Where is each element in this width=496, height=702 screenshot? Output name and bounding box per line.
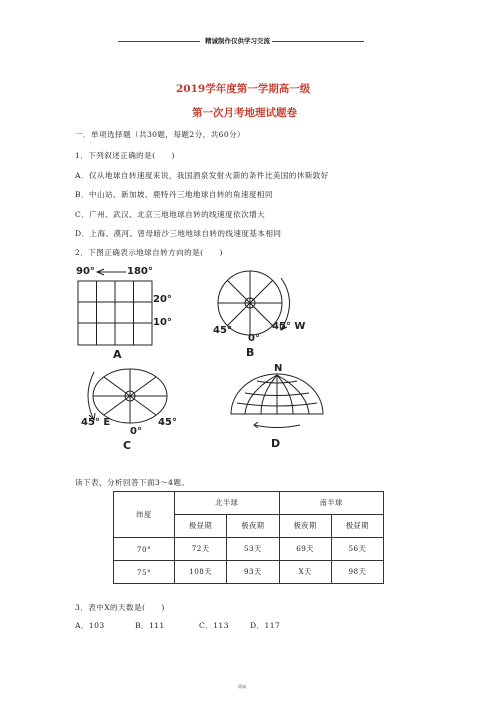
- question-1-stem: 1．下列叙述正确的是( ): [75, 151, 175, 160]
- title-line-1: 2019学年度第一学期高一级: [176, 83, 311, 95]
- daylight-table: [113, 491, 384, 584]
- question-1-option-d: D．上海、漠河、曾母暗沙三地地球自转的线速度基本相同: [75, 229, 282, 238]
- table-cell: 69天: [279, 538, 331, 561]
- figure-c-label-45e: 45° E: [81, 417, 111, 428]
- figure-b-label-0: 0°: [248, 333, 260, 344]
- table-cell: 108天: [175, 561, 227, 584]
- question-3-option-d: D．117: [250, 621, 281, 630]
- table-corner-latitude: 纬度: [114, 492, 175, 538]
- question-1-option-b: B．中山站、新加坡、鹿特丹三地地球自转的角速度相同: [75, 190, 273, 199]
- figure-c-caption: C: [123, 439, 132, 452]
- figure-d-label-n: N: [274, 363, 283, 374]
- table-subheader: 极夜期: [279, 515, 331, 538]
- figure-c-label-45-right: 45°: [158, 417, 177, 428]
- figure-a-caption: A: [113, 348, 122, 361]
- table-subheader: 极昼期: [175, 515, 227, 538]
- table-cell-latitude: 70°: [114, 538, 175, 561]
- figure-a-label-90: 90°: [76, 266, 95, 277]
- table-row: [114, 561, 384, 584]
- question-3-option-c: C．113: [199, 621, 229, 630]
- title-line-2: 第一次月考地理试题卷: [192, 107, 297, 119]
- figure-a-label-180: 180°: [127, 266, 153, 277]
- page-footer: 精诚: [238, 684, 246, 689]
- figure-a-label-20: 20°: [153, 294, 172, 305]
- table-cell: 53天: [227, 538, 279, 561]
- question-3-stem: 3．表中X的天数是( ): [75, 603, 165, 612]
- table-header-south: 南半球: [279, 492, 384, 515]
- table-cell: 72天: [175, 538, 227, 561]
- question-2-stem: 2．下图正确表示地球自转方向的是( ): [75, 248, 223, 257]
- figure-d-hemisphere: [227, 372, 327, 432]
- figure-b-label-45-left: 45°: [213, 325, 232, 336]
- table-subheader: 极夜期: [227, 515, 279, 538]
- figure-b-caption: B: [246, 346, 255, 359]
- question-3-option-b: B．111: [135, 621, 165, 630]
- figure-c-label-0: 0°: [130, 426, 142, 437]
- figure-d-caption: D: [271, 437, 281, 450]
- figure-a-label-10: 10°: [153, 317, 172, 328]
- table-cell-latitude: 75°: [114, 561, 175, 584]
- table-intro: 读下表，分析回答下面3～4题。: [75, 478, 190, 487]
- question-1-option-a: A．仅从地球自转速度来说，我国酒泉发射火箭的条件比美国的休斯敦好: [75, 171, 329, 180]
- table-cell: X天: [279, 561, 331, 584]
- header-text: 精诚制作仅供学习交流: [205, 37, 270, 45]
- figure-a-grid: [75, 263, 205, 363]
- table-subheader: 极昼期: [331, 515, 383, 538]
- table-row: [114, 538, 384, 561]
- table-cell: 93天: [227, 561, 279, 584]
- table-cell: 56天: [331, 538, 383, 561]
- figure-b-label-45w: 45° W: [272, 321, 306, 332]
- table-header-north: 北半球: [175, 492, 280, 515]
- question-1-option-c: C．广州、武汉、北京三地地球自转的线速度依次增大: [75, 210, 266, 219]
- section-heading: 一．单项选择题（共30题，每题2分，共60分）: [75, 130, 246, 139]
- table-cell: 98天: [331, 561, 383, 584]
- header-rule-right: [272, 41, 364, 42]
- question-3-option-a: A．103: [75, 621, 105, 630]
- header-rule-left: [118, 41, 200, 42]
